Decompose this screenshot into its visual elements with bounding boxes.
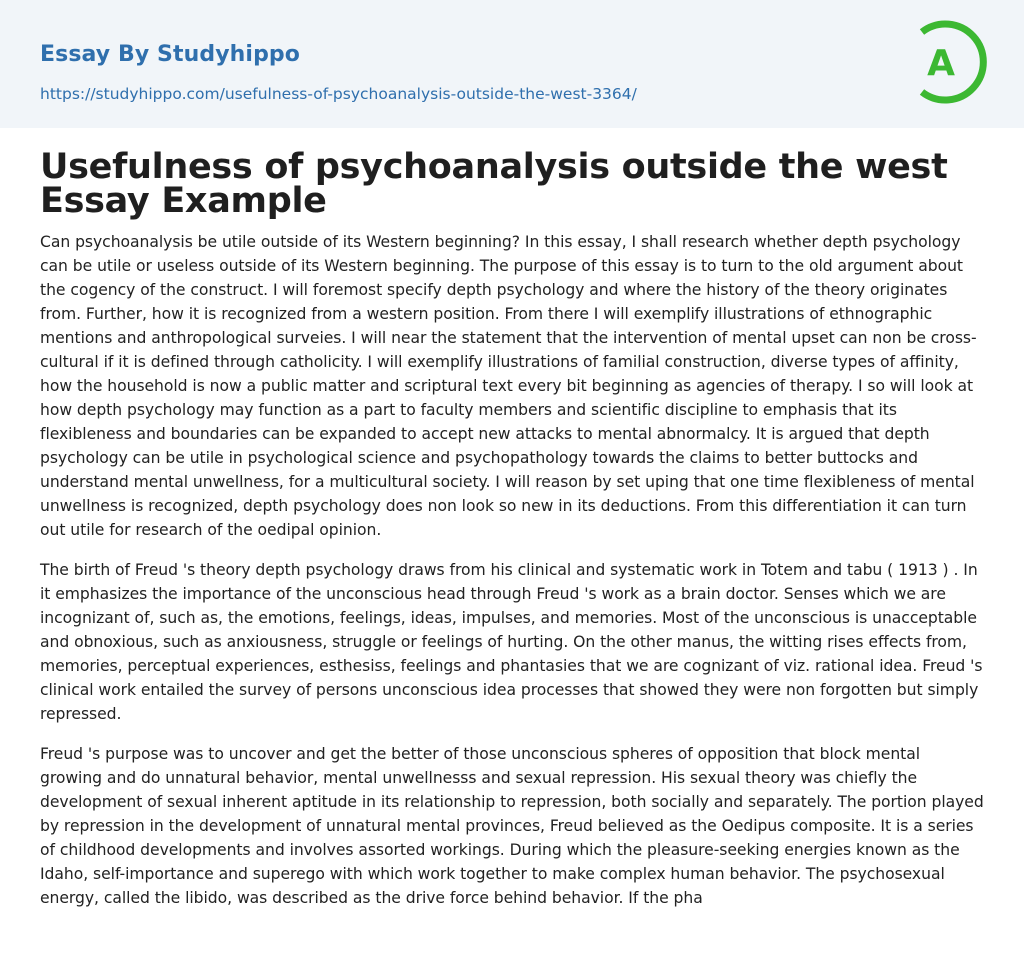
article-title: Usefulness of psychoanalysis outside the west Essay Example	[40, 147, 948, 221]
studyhippo-logo-icon[interactable]	[910, 18, 988, 106]
article	[40, 147, 986, 910]
article-paragraph-1: Can psychoanalysis be utile outside of its Western beginning? In this essay, I shall research whether depth psychology can be utile or useless outside of its Western beginning. The purpose of this essay is to turn to the old argument about the cogency of the construct. I will foremost specify depth psychology and where the history of the theory originates from. Further, how it is recognized from a western position. From there I will exemplify illustrations of ethnographic mentions and anthropological surveies. I will near the statement that the intervention of mental upset can non be cross-cultural if it is defined through catholicity. I will exemplify illustrations of familial construction, diverse types of affinity, how the household is now a public matter and scriptural text every bit beginning as agencies of therapy. I so will look at how depth psychology may function as a part to faculty members and scientific discipline to emphasis that its flexibleness and boundaries can be expanded to accept new attacks to mental abnormalcy. It is argued that depth psychology can be utile in psychological science and psychopathology towards the claims to better buttocks and understand mental unwellness, for a multicultural society. I will reason by set uping that one time flexibleness of mental unwellness is recognized, depth psychology does non look so new in its deductions. From this differentiation it can turn out utile for research of the oedipal opinion.	[40, 233, 977, 539]
site-header	[0, 0, 1024, 128]
article-paragraph-2: The birth of Freud 's theory depth psychology draws from his clinical and systematic work in Totem and tabu ( 1913 ) . In it emphasizes the importance of the unconscious head through Freud 's work as a brain doctor. Senses which we are incognizant of, such as, the emotions, feelings, ideas, impulses, and memories. Most of the unconscious is unacceptable and obnoxious, such as anxiousness, struggle or feelings of hurting. On the other manus, the witting rises effects from, memories, perceptual experiences, esthesiss, feelings and phantasies that we are cognizant of viz. rational idea. Freud 's clinical work entailed the survey of persons unconscious idea processes that showed they were non forgotten but simply repressed.	[40, 561, 983, 723]
site-brand[interactable]: Essay By Studyhippo	[40, 42, 300, 67]
logo-letter: A	[927, 43, 955, 84]
source-url-link[interactable]: https://studyhippo.com/usefulness-of-psychoanalysis-outside-the-west-3364/	[40, 85, 637, 103]
article-paragraph-3: Freud 's purpose was to uncover and get the better of those unconscious spheres of opposition that block mental growing and do unnatural behavior, mental unwellnesss and sexual repression. His sexual theory was chiefly the development of sexual inherent aptitude in its relationship to repression, both socially and separately. The portion played by repression in the development of unnatural mental provinces, Freud believed as the Oedipus composite. It is a series of childhood developments and involves assorted workings. During which the pleasure-seeking energies known as the Idaho, self-importance and superego with which work together to make complex human behavior. The psychosexual energy, called the libido, was described as the drive force behind behavior. If the pha	[40, 745, 984, 907]
